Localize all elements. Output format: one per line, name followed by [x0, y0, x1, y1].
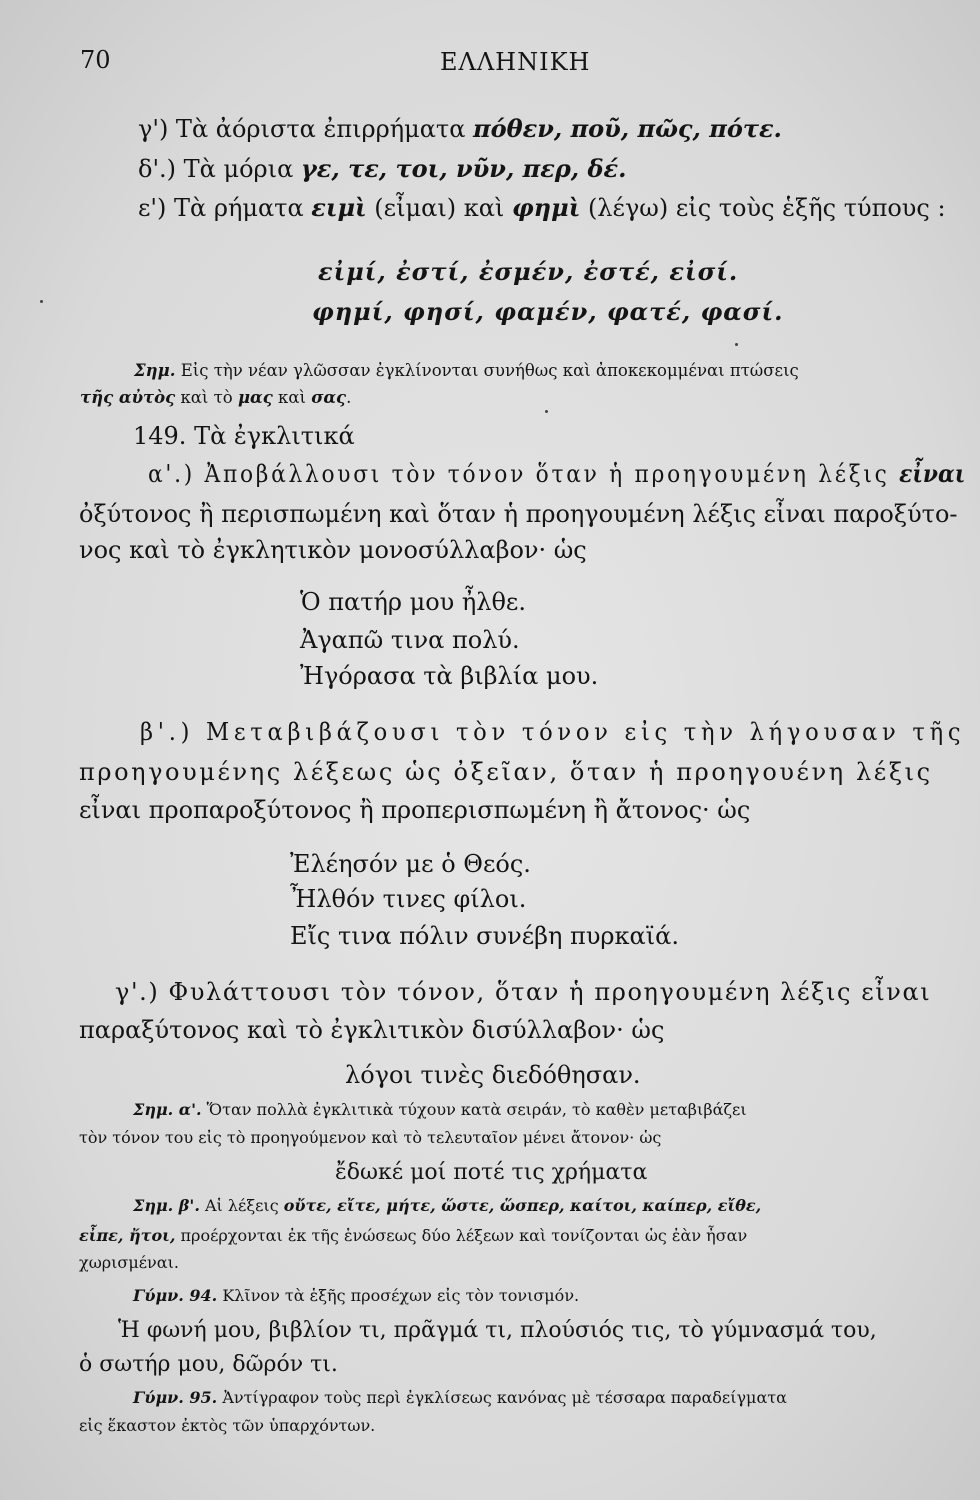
scan-speck [545, 410, 548, 413]
exercise-95-line-1 [133, 1390, 787, 1406]
rule-b-line-1: β'.) Μεταβιβάζουσι τὸν τόνον εἰς τὴν λήγουσαν τῆς [140, 718, 966, 746]
rule-b-line-2: προηγουμένης λέξεως ὡς ὀξεῖαν, ὅταν ἡ προηγουένη λέξις [79, 758, 933, 786]
text: (λέγω) εἰς τοὺς ἑξῆς τύπους : [580, 194, 946, 222]
exercise-94-line-2: ὁ σωτήρ μου, δῶρόν τι. [79, 1352, 338, 1377]
example-b-1: Ἐλέησόν με ὁ Θεός. [290, 850, 531, 878]
line-gamma-adverbs [138, 114, 782, 143]
rule-c-line-1: γ'.) Φυλάττουσι τὸν τόνον, ὅταν ἡ προηγουμένη λέξις εἶναι [115, 978, 932, 1006]
text: δ'.) Τὰ μόρια [138, 155, 301, 183]
exercise-label: Γύμν. 94. [133, 1286, 218, 1305]
text: γ') Τὰ ἀόριστα ἐπιρρήματα [138, 115, 474, 143]
example-a-3: Ἠγόρασα τὰ βιβλία μου. [300, 662, 599, 690]
text: καὶ [272, 388, 312, 407]
text: α'.) Ἀποβάλλουσι τὸν τόνον ὅταν ἡ προηγουμένη λέξις [148, 460, 900, 488]
text: Εἰς τὴν νέαν γλῶσσαν ἐγκλίνονται συνήθως καὶ ἀποκεκομμέναι πτώσεις [175, 361, 799, 380]
scan-speck [735, 343, 738, 346]
rule-c-line-2: παραξύτονος καὶ τὸ ἐγκλιτικὸν δισύλλαβον· ὡς [79, 1016, 665, 1044]
example-b-3: Εἴς τινα πόλιν συνέβη πυρκαϊά. [290, 922, 679, 950]
example-a-2: Ἀγαπῶ τινα πολύ. [300, 626, 520, 654]
emphasis: πόθεν, ποῦ, πῶς, πότε. [473, 114, 782, 143]
rule-b-line-3: εἶναι προπαροξύτονος ἢ προπερισπωμένη ἢ ἄτονος· ὡς [79, 796, 751, 824]
emphasis: μας [237, 388, 273, 407]
emphasis: φημὶ [511, 193, 581, 222]
verb-forms-eimi: εἰμί, ἐστί, ἐσμέν, ἐστέ, εἰσί. [318, 257, 739, 286]
emphasis: εἶναι [899, 459, 966, 488]
text: προέρχονται ἐκ τῆς ἑνώσεως δύο λέξεων καὶ τονίζονται ὡς ἐὰν ἦσαν [175, 1226, 748, 1245]
example-b-2: Ἦλθόν τινες φίλοι. [290, 885, 527, 913]
note-label: Σημ. α'. [133, 1100, 202, 1119]
note-1-line-1 [134, 363, 799, 380]
emphasis: εἶπε, ἤτοι, [79, 1226, 176, 1245]
rule-a-line-3: νος καὶ τὸ ἐγκλητικὸν μονοσύλλαβον· ὡς [79, 536, 587, 564]
emphasis: τῆς αὐτὸς [80, 388, 176, 407]
note-3-line-3: χωρισμέναι. [79, 1253, 179, 1272]
example-note-2: ἔδωκέ μοί ποτέ τις χρήματα [335, 1160, 648, 1185]
example-a-1: Ὁ πατήρ μου ἦλθε. [300, 588, 526, 616]
note-2-line-1 [133, 1102, 747, 1118]
note-label: Σημ. β'. [133, 1196, 200, 1215]
text: Κλῖνον τὰ ἑξῆς προσέχων εἰς τὸν τονισμόν. [217, 1286, 580, 1305]
scan-speck [40, 300, 43, 303]
text: Αἱ λέξεις [199, 1196, 284, 1215]
exercise-94-heading [133, 1288, 579, 1304]
exercise-94-line-1: Ἡ φωνή μου, βιβλίον τι, πρᾶγμά τι, πλούσιός τις, τὸ γύμνασμά του, [118, 1318, 877, 1343]
text: . [346, 388, 352, 407]
rule-a-line-2: ὀξύτονος ἢ περισπωμένη καὶ ὅταν ἡ προηγουμένη λέξις εἶναι παροξύτο- [79, 500, 958, 528]
emphasis: γε, τε, τοι, νῦν, περ, δέ. [300, 154, 627, 183]
exercise-95-line-2: εἰς ἕκαστον ἐκτὸς τῶν ὑπαρχόντων. [79, 1416, 376, 1435]
emphasis: οὔτε, εἴτε, μήτε, ὥστε, ὥσπερ, καίτοι, καίπερ, εἴθε, [283, 1196, 762, 1215]
text: Ἀντίγραφον τοὺς περὶ ἐγκλίσεως κανόνας μὲ τέσσαρα παραδείγματα [217, 1388, 787, 1407]
note-label: Σημ. [134, 361, 176, 380]
note-1-line-2 [80, 390, 351, 407]
note-3-line-1 [133, 1198, 761, 1214]
rule-a-line-1 [148, 459, 966, 488]
line-epsilon-verbs [138, 193, 946, 222]
emphasis: σας [311, 388, 347, 407]
exercise-label: Γύμν. 95. [133, 1388, 218, 1407]
note-3-line-2 [79, 1228, 747, 1244]
example-c-1: λόγοι τινὲς διεδόθησαν. [345, 1061, 641, 1089]
text: Ὅταν πολλὰ ἐγκλιτικὰ τύχουν κατὰ σειράν, τὸ καθὲν μεταβιβάζει [201, 1100, 747, 1119]
text: (εἶμαι) καὶ [366, 194, 512, 222]
emphasis: ειμὶ [311, 193, 367, 222]
verb-forms-phemi: φημί, φησί, φαμέν, φατέ, φασί. [312, 297, 784, 326]
page-number: 70 [80, 46, 111, 74]
section-heading-149: 149. Τὰ ἐγκλιτικά [133, 422, 355, 450]
text: καὶ τὸ [175, 388, 238, 407]
text: ε') Τὰ ρήματα [138, 194, 312, 222]
running-title: ΕΛΛΗΝΙΚΗ [440, 48, 591, 76]
note-2-line-2: τὸν τόνον του εἰς τὸ προηγούμενον καὶ τὸ τελευταῖον μένει ἄτονον· ὡς [79, 1128, 662, 1147]
line-delta-particles [138, 154, 627, 183]
